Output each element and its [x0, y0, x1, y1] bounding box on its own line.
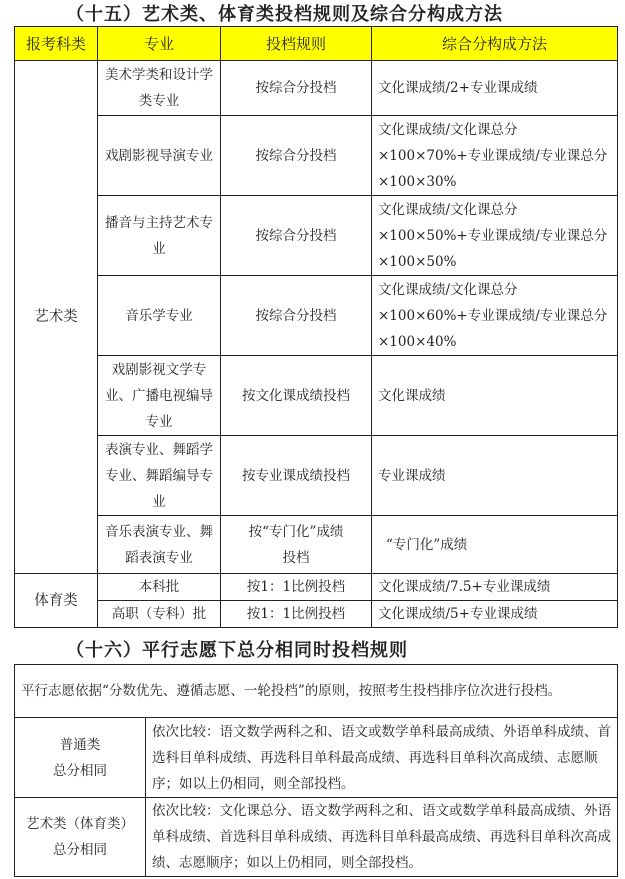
table-row: [15, 718, 618, 798]
rule-text-cell: 依次比较：语文数学两科之和、语文或数学单科最高成绩、外语单科成绩、首选科目单科成绩、再选科目单科最高成绩、再选科目单科次高成绩、志愿顺序；如以上仍相同，则全部投档。: [146, 718, 618, 798]
category-sports: 体育类: [15, 574, 98, 628]
header-major: 专业: [98, 27, 221, 61]
method-cell: 文化课成绩/2+专业课成绩: [372, 61, 618, 116]
rule-cell: 按1：1比例投档: [221, 601, 372, 628]
label-line: 总分相同: [53, 762, 107, 779]
table-row: [15, 116, 618, 196]
table-row: [15, 601, 618, 628]
table-row: [15, 798, 618, 877]
method-cell: 文化课成绩/文化课总分×100×70%+专业课成绩/专业课总分×100×30%: [372, 116, 618, 196]
major-cell: 戏剧影视文学专业、广播电视编导专业: [98, 356, 221, 436]
table-row: [15, 574, 618, 601]
label-line: 艺术类（体育类）: [26, 816, 134, 832]
table-row: [15, 61, 618, 116]
header-method: 综合分构成方法: [372, 27, 618, 61]
method-cell: 文化课成绩: [372, 356, 618, 436]
label-cell: [15, 798, 146, 877]
major-cell: 本科批: [98, 574, 221, 601]
method-cell: 文化课成绩/文化课总分×100×50%+专业课成绩/专业课总分×100×50%: [372, 196, 618, 276]
header-category: 报考科类: [15, 27, 98, 61]
method-cell: 文化课成绩/7.5+专业课成绩: [372, 574, 618, 601]
method-cell: 文化课成绩/文化课总分×100×60%+专业课成绩/专业课总分×100×40%: [372, 276, 618, 356]
art-sports-admission-table: [14, 26, 618, 628]
section-15-title: （十五）艺术类、体育类投档规则及综合分构成方法: [66, 4, 503, 25]
label-line: 普通类: [59, 736, 101, 753]
table-row: [15, 276, 618, 356]
tie-break-rules-table: [14, 664, 618, 877]
method-cell: 文化课成绩/5+专业课成绩: [372, 601, 618, 628]
table-row: [15, 196, 618, 276]
table-header-row: [15, 27, 618, 61]
header-rule: 投档规则: [221, 27, 372, 61]
major-cell: 音乐表演专业、舞蹈表演专业: [98, 516, 221, 574]
section-16-title: （十六）平行志愿下总分相同时投档规则: [66, 640, 408, 661]
rule-cell: 按专业课成绩投档: [221, 436, 372, 516]
major-cell: 播音与主持艺术专业: [98, 196, 221, 276]
major-cell: 表演专业、舞蹈学专业、舞蹈编导专业: [98, 436, 221, 516]
rule-cell: 按综合分投档: [221, 276, 372, 356]
rule-cell: 按综合分投档: [221, 61, 372, 116]
table-row: [15, 665, 618, 718]
label-line: 总分相同: [53, 842, 107, 858]
method-cell: 专业课成绩: [372, 436, 618, 516]
rule-text-cell: 依次比较：文化课总分、语文数学两科之和、语文或数学单科最高成绩、外语单科成绩、首选科目单科成绩、再选科目单科最高成绩、再选科目单科次高成绩、志愿顺序；如以上仍相同，则全部投档。: [146, 798, 618, 877]
label-cell: [15, 718, 146, 798]
major-cell: 美术学类和设计学类专业: [98, 61, 221, 116]
rule-cell: 按“专门化”成绩投档: [221, 516, 372, 574]
rule-cell: 按综合分投档: [221, 116, 372, 196]
rule-cell: 按文化课成绩投档: [221, 356, 372, 436]
category-art: 艺术类: [15, 61, 98, 574]
intro-cell: 平行志愿依据“分数优先、遵循志愿、一轮投档”的原则，按照考生投档排序位次进行投档。: [15, 665, 618, 718]
rule-cell: 按1：1比例投档: [221, 574, 372, 601]
table-row: [15, 356, 618, 436]
major-cell: 高职（专科）批: [98, 601, 221, 628]
method-cell: “专门化”成绩: [372, 516, 618, 574]
table-row: [15, 436, 618, 516]
major-cell: 音乐学专业: [98, 276, 221, 356]
table-row: [15, 516, 618, 574]
rule-cell: 按综合分投档: [221, 196, 372, 276]
major-cell: 戏剧影视导演专业: [98, 116, 221, 196]
